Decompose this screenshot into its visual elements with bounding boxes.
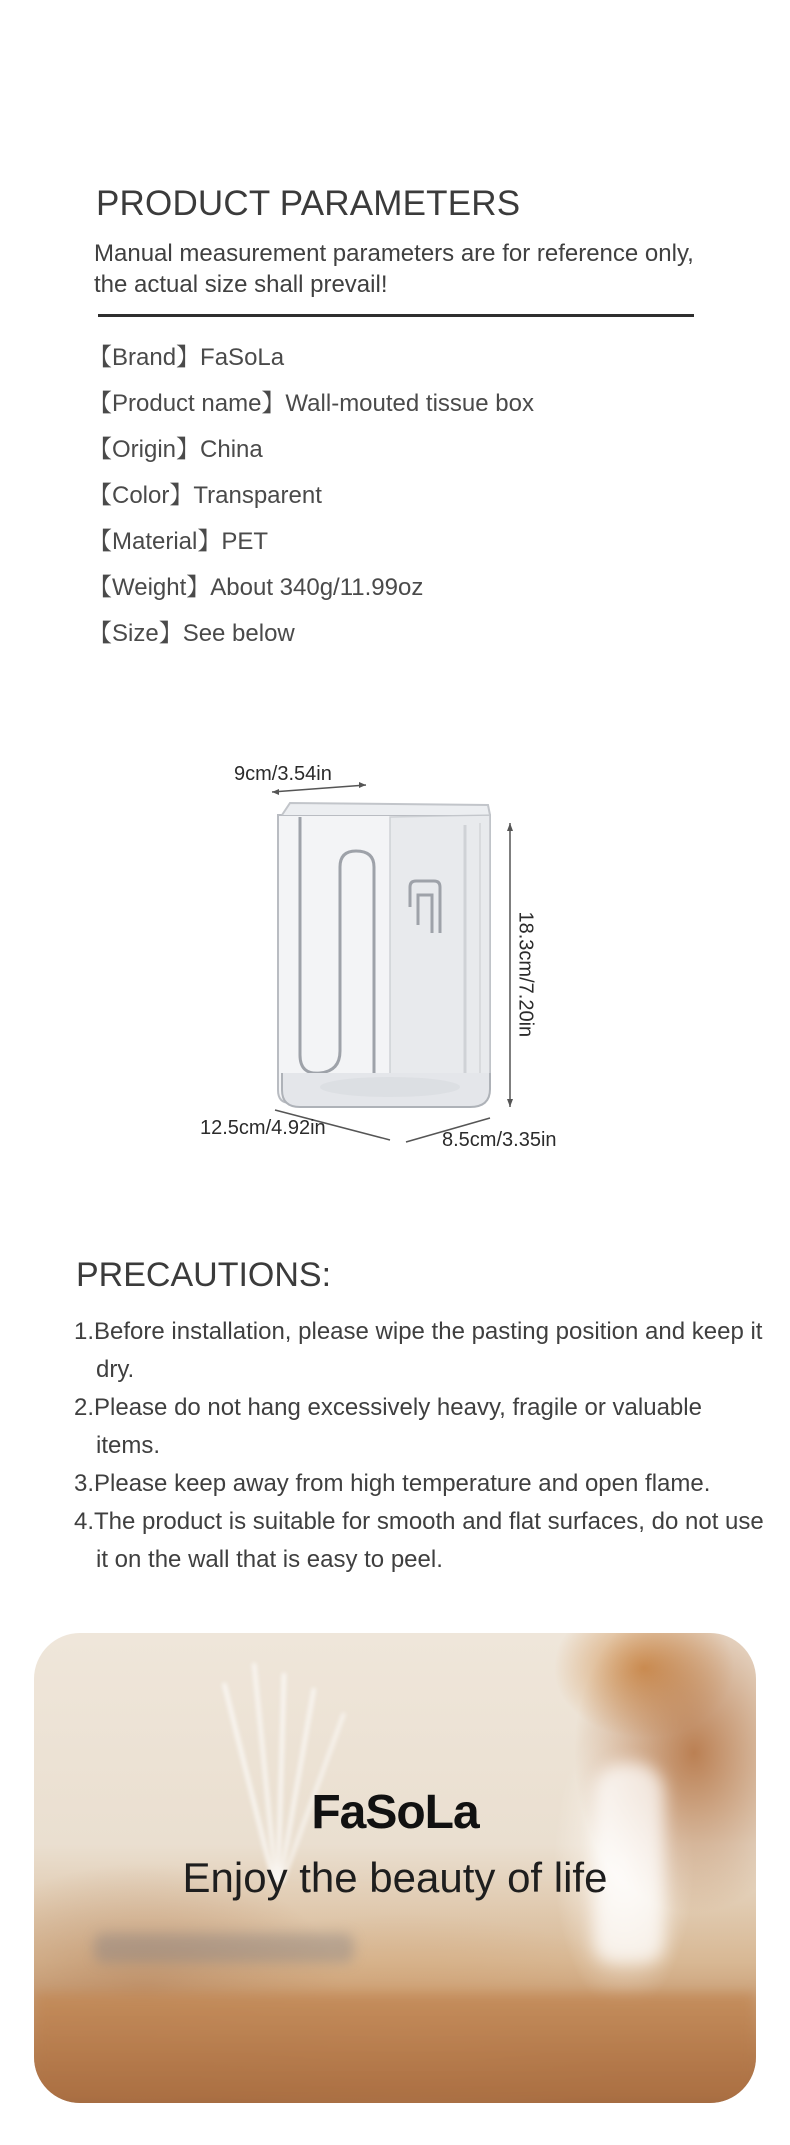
parameters-list — [88, 340, 534, 662]
parameters-disclaimer: Manual measurement parameters are for reference only, the actual size shall prevail! — [94, 240, 694, 298]
precaution-item: 3.Please keep away from high temperature and open flame. — [74, 1470, 711, 1497]
tray-graphic — [94, 1933, 354, 1963]
param-size: 【Size】See below — [88, 620, 295, 647]
precautions-title: PRECAUTIONS: — [76, 1256, 332, 1294]
brand-banner — [34, 1633, 756, 2103]
param-material: 【Material】PET — [88, 528, 269, 555]
param-brand: 【Brand】FaSoLa — [88, 344, 285, 371]
reed-diffuser-graphic — [184, 1663, 364, 1883]
param-weight: 【Weight】About 340g/11.99oz — [88, 574, 424, 601]
precaution-item: 4.The product is suitable for smooth and flat surfaces, do not use it on the wall that is easy to peel. — [74, 1508, 764, 1573]
precaution-item: 1.Before installation, please wipe the pasting position and keep it dry. — [74, 1318, 763, 1383]
param-product-name: 【Product name】Wall-mouted tissue box — [88, 390, 534, 417]
precautions-list — [74, 1313, 764, 1579]
parameters-divider — [98, 314, 694, 317]
product-dimension-figure — [190, 755, 590, 1175]
dimension-front-length: 12.5cm/4.92in — [200, 1117, 326, 1139]
fasola-logo: FaSoLa — [311, 1786, 479, 1839]
dimension-height: 18.3cm/7.20in — [514, 911, 537, 1038]
dimension-top-width: 9cm/3.54in — [234, 763, 332, 785]
dimension-depth: 8.5cm/3.35in — [442, 1129, 557, 1151]
wooden-shelf-graphic — [34, 1993, 756, 2103]
param-origin: 【Origin】China — [88, 436, 263, 463]
precaution-item: 2.Please do not hang excessively heavy, fragile or valuable items. — [74, 1394, 702, 1459]
product-parameters-title: PRODUCT PARAMETERS — [96, 184, 521, 223]
param-color: 【Color】Transparent — [88, 482, 322, 509]
banner-tagline: Enjoy the beauty of life — [182, 1854, 608, 1901]
